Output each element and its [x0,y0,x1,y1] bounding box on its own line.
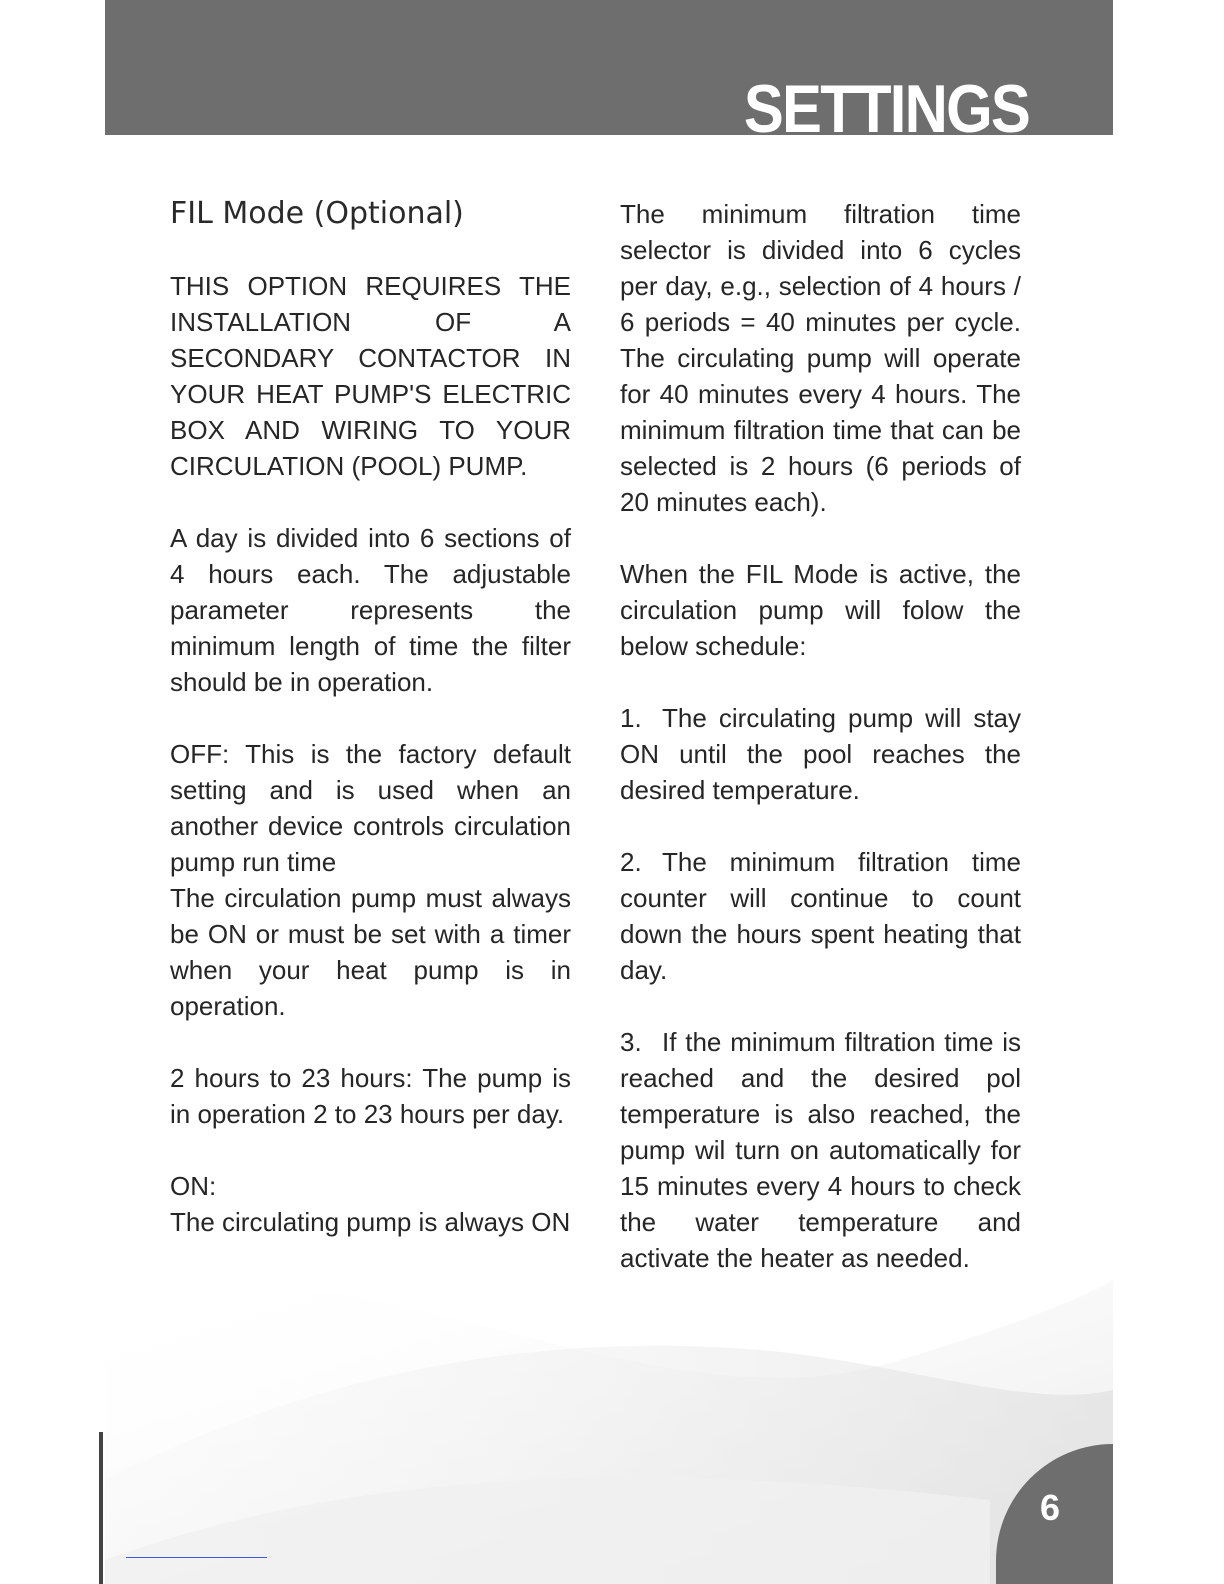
on-label: ON: [170,1171,217,1201]
left-margin-rule [99,1432,103,1584]
installation-warning: THIS OPTION REQUIRES THE INSTALLATION OF A SECONDARY CONTACTOR IN YOUR HEAT PUMP'S ELECTRIC BOX AND WIRING TO YOUR CIRCULATION (POOL) PUMP. [170,271,571,481]
hours-setting-paragraph: 2 hours to 23 hours: The pump is in operation 2 to 23 hours per day. [170,1063,571,1129]
fil-mode-active-intro: When the FIL Mode is active, the circulation pump will folow the below schedule: [620,559,1021,661]
right-column [620,196,1021,1312]
section-heading: FIL Mode (Optional) [170,196,464,231]
footer-underline [126,1557,267,1558]
day-sections-paragraph: A day is divided into 6 sections of 4 hours each. The adjustable parameter represents the minimum length of time the filter should be in operation. [170,523,571,697]
schedule-item-text: The circulating pump will stay ON until the pool reaches the desired temperature. [620,703,1021,805]
schedule-item-number: 3. [620,1027,642,1057]
schedule-item [620,1024,1021,1276]
schedule-item-text: The minimum filtration time counter will continue to count down the hours spent heating that day. [620,847,1021,985]
left-column [170,196,571,1276]
schedule-item-text: If the minimum filtration time is reached and the desired pol temperature is also reached, the pump wil turn on automatically for 15 minutes every 4 hours to check the water temperature and activate the heater as needed. [620,1027,1021,1273]
schedule-item-number: 2. [620,847,642,877]
on-description: The circulating pump is always ON [170,1207,571,1237]
off-setting-paragraph: OFF: This is the factory default setting and is used when an another device controls circulation pump run time [170,739,571,877]
page-title: SETTINGS [743,71,1029,135]
schedule-item [620,700,1021,808]
off-note-paragraph: The circulation pump must always be ON or must be set with a timer when your heat pump is in operation. [170,883,571,1021]
schedule-item-number: 1. [620,703,642,733]
schedule-item [620,844,1021,988]
filtration-selector-paragraph: The minimum filtration time selector is divided into 6 cycles per day, e.g., selection of 4 hours / 6 periods = 40 minutes per cycle. The circulating pump will operate for 40 minutes every 4 hours. The minimum filtration time that can be selected is 2 hours (6 periods of 20 minutes each). [620,199,1021,517]
header-band [105,0,1113,135]
page-number: 6 [1040,1487,1061,1528]
